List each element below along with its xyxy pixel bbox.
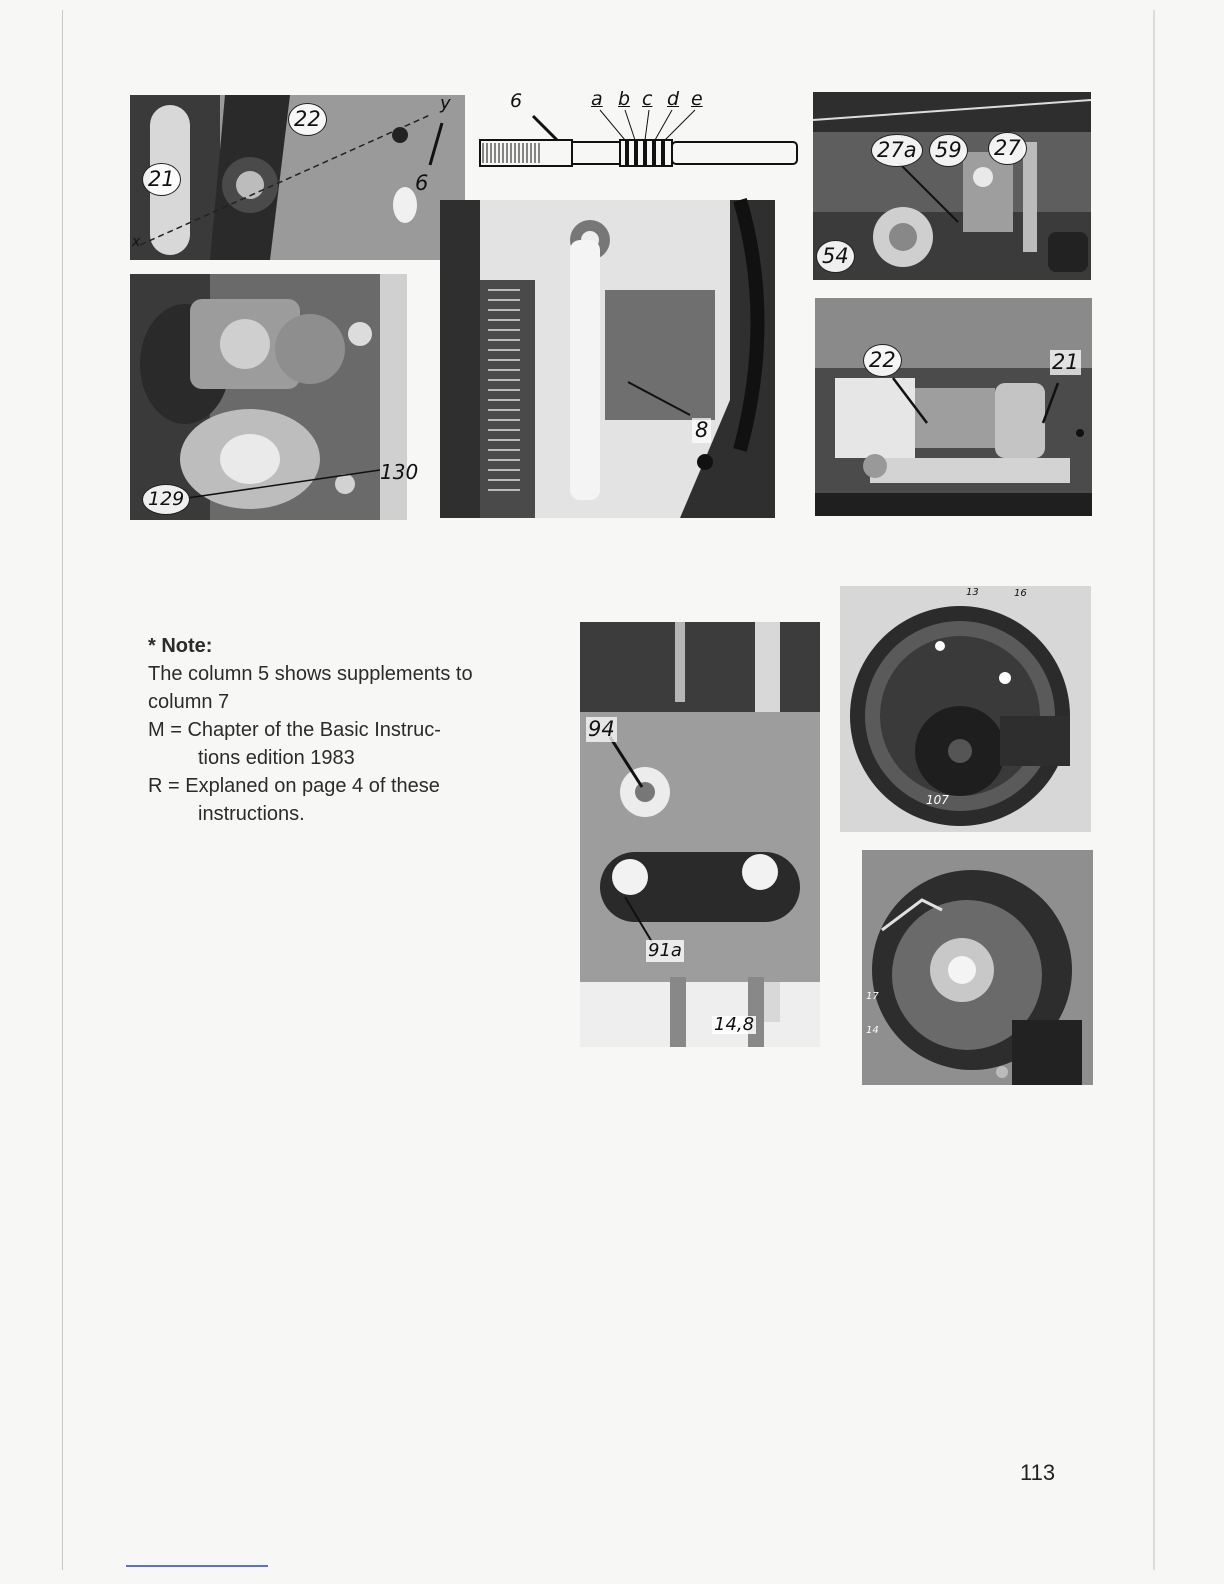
callout-27: 27 [988, 132, 1027, 165]
figure-handwheel-rear [862, 850, 1093, 1085]
note-block [148, 632, 508, 828]
callout-54: 54 [816, 240, 855, 273]
shaft-label-c: c [642, 88, 653, 110]
callout-14: 14 [866, 1025, 879, 1036]
callout-27a: 27a [871, 134, 923, 167]
callout-21: 21 [142, 163, 181, 196]
figure-right-middle-mechanism [815, 298, 1092, 516]
callout-17: 17 [866, 991, 879, 1002]
shaft-label-a: a [591, 88, 603, 110]
note-title: * Note: [148, 635, 213, 657]
shaft-label-d: d [667, 88, 680, 110]
note-r-continuation: instructions. [198, 803, 305, 825]
callout-130: 130 [380, 460, 419, 484]
note-m-continuation: tions edition 1983 [198, 747, 355, 769]
page-edge-left [62, 10, 63, 1570]
callout-91a: 91a [648, 940, 682, 961]
note-r-line: R = Explaned on page 4 of these [148, 775, 440, 797]
note-m-line: M = Chapter of the Basic Instruc- [148, 719, 441, 741]
page-number: 113 [1020, 1460, 1056, 1485]
shaft-label-6: 6 [510, 90, 523, 112]
figure-machine-head [130, 95, 465, 260]
shaft-label-b: b [618, 88, 631, 110]
callout-13: 13 [966, 587, 979, 598]
figure-center-mechanism [440, 200, 775, 518]
figure-handwheel-scale [840, 586, 1091, 832]
callout-22: 22 [288, 103, 327, 136]
figure-top-right-mechanism [813, 92, 1091, 280]
callout-22-right: 22 [863, 344, 902, 377]
callout-21-right: 21 [1052, 350, 1079, 374]
callout-y: y [440, 93, 451, 114]
callout-129: 129 [142, 484, 190, 515]
footer-rule [126, 1565, 268, 1567]
dimension-14-8: 14,8 [714, 1014, 755, 1035]
shaft-label-e: e [691, 88, 703, 110]
callout-16: 16 [1014, 588, 1027, 599]
figure-lower-guide [580, 622, 820, 1047]
figure-shaft-drawing [475, 88, 805, 178]
scale-mark-107: 107 [926, 793, 949, 807]
note-line-1: The column 5 shows supplements to column 7 [148, 663, 473, 713]
callout-94: 94 [588, 717, 615, 741]
figure-hook-mechanism [130, 274, 419, 520]
callout-6: 6 [415, 171, 429, 195]
callout-x: x [132, 234, 141, 250]
callout-8: 8 [692, 418, 711, 443]
callout-59: 59 [929, 134, 968, 167]
page-edge-right [1153, 10, 1155, 1570]
